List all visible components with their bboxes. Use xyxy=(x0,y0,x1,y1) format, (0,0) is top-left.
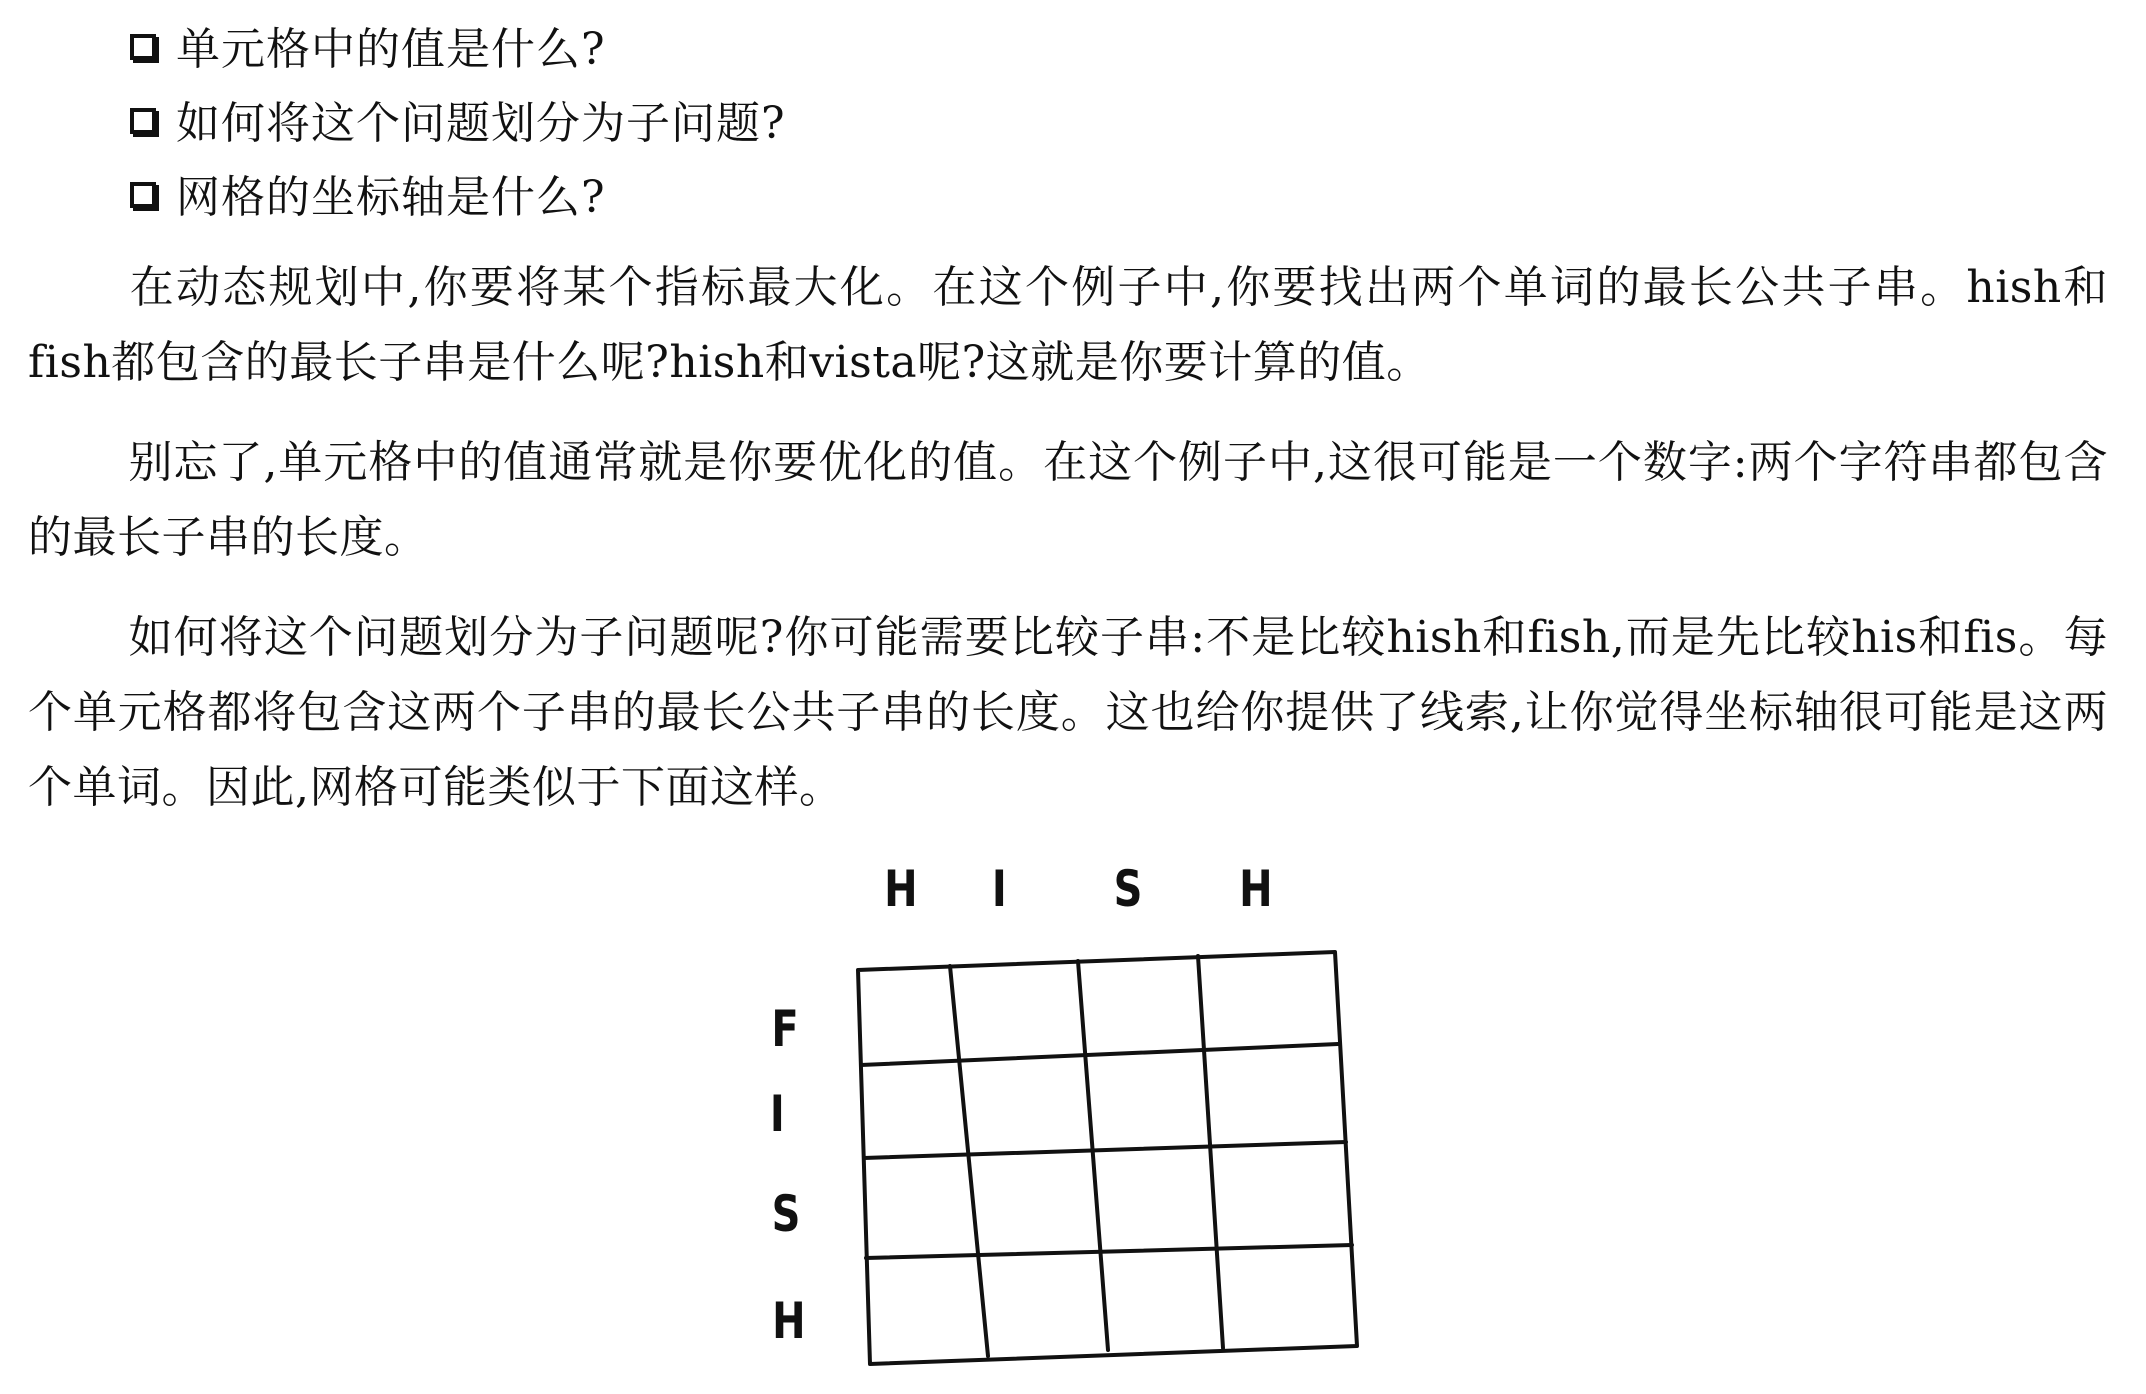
paragraph-text: 如何将这个问题划分为子问题呢?你可能需要比较子串:不是比较hish和fish,而是先比较his和fis。每个单元格都将包含这两个子串的最长公共子串的长度。这也给你提供了线索,让你觉得坐标轴很可能是这两个单词。因此,网格可能类似于下面这样。 xyxy=(28,612,2108,813)
checklist-item-text: 网格的坐标轴是什么? xyxy=(176,172,606,223)
checklist-item-text: 单元格中的值是什么? xyxy=(176,24,606,75)
checklist-item-text: 如何将这个问题划分为子问题? xyxy=(176,98,786,149)
grid-row-label: F xyxy=(771,1000,799,1058)
checkbox-icon xyxy=(130,108,156,134)
question-checklist xyxy=(130,8,786,230)
grid-line xyxy=(866,1245,1352,1258)
grid-row-label: I xyxy=(769,1085,785,1143)
grid-line xyxy=(1198,956,1223,1348)
paragraph-text: 别忘了,单元格中的值通常就是你要优化的值。在这个例子中,这很可能是一个数字:两个字符串都包含的最长子串的长度。 xyxy=(28,437,2108,563)
checklist-item xyxy=(130,82,786,156)
grid-row-label: S xyxy=(771,1185,801,1243)
grid-border xyxy=(858,952,1357,1364)
grid-row-label: H xyxy=(772,1292,806,1350)
paragraph-cell-value xyxy=(28,425,2108,575)
grid-sketch xyxy=(730,860,1390,1380)
paragraph-subproblems xyxy=(28,600,2108,825)
grid-line xyxy=(861,1044,1338,1065)
paragraph-maximize xyxy=(28,250,2108,400)
grid-line xyxy=(864,1142,1346,1158)
checkbox-icon xyxy=(130,182,156,208)
grid-column-label: H xyxy=(884,860,918,918)
hand-drawn-grid xyxy=(730,860,1390,1380)
paragraph-text: 在动态规划中,你要将某个指标最大化。在这个例子中,你要找出两个单词的最长公共子串。hish和fish都包含的最长子串是什么呢?hish和vista呢?这就是你要计算的值。 xyxy=(28,262,2108,388)
checklist-item xyxy=(130,8,786,82)
grid-column-label: H xyxy=(1239,860,1273,918)
checkbox-icon xyxy=(130,34,156,60)
grid-column-label: S xyxy=(1113,860,1143,918)
grid-column-label: I xyxy=(991,860,1007,918)
grid-line xyxy=(950,966,988,1356)
grid-line xyxy=(1078,961,1108,1350)
checklist-item xyxy=(130,156,786,230)
